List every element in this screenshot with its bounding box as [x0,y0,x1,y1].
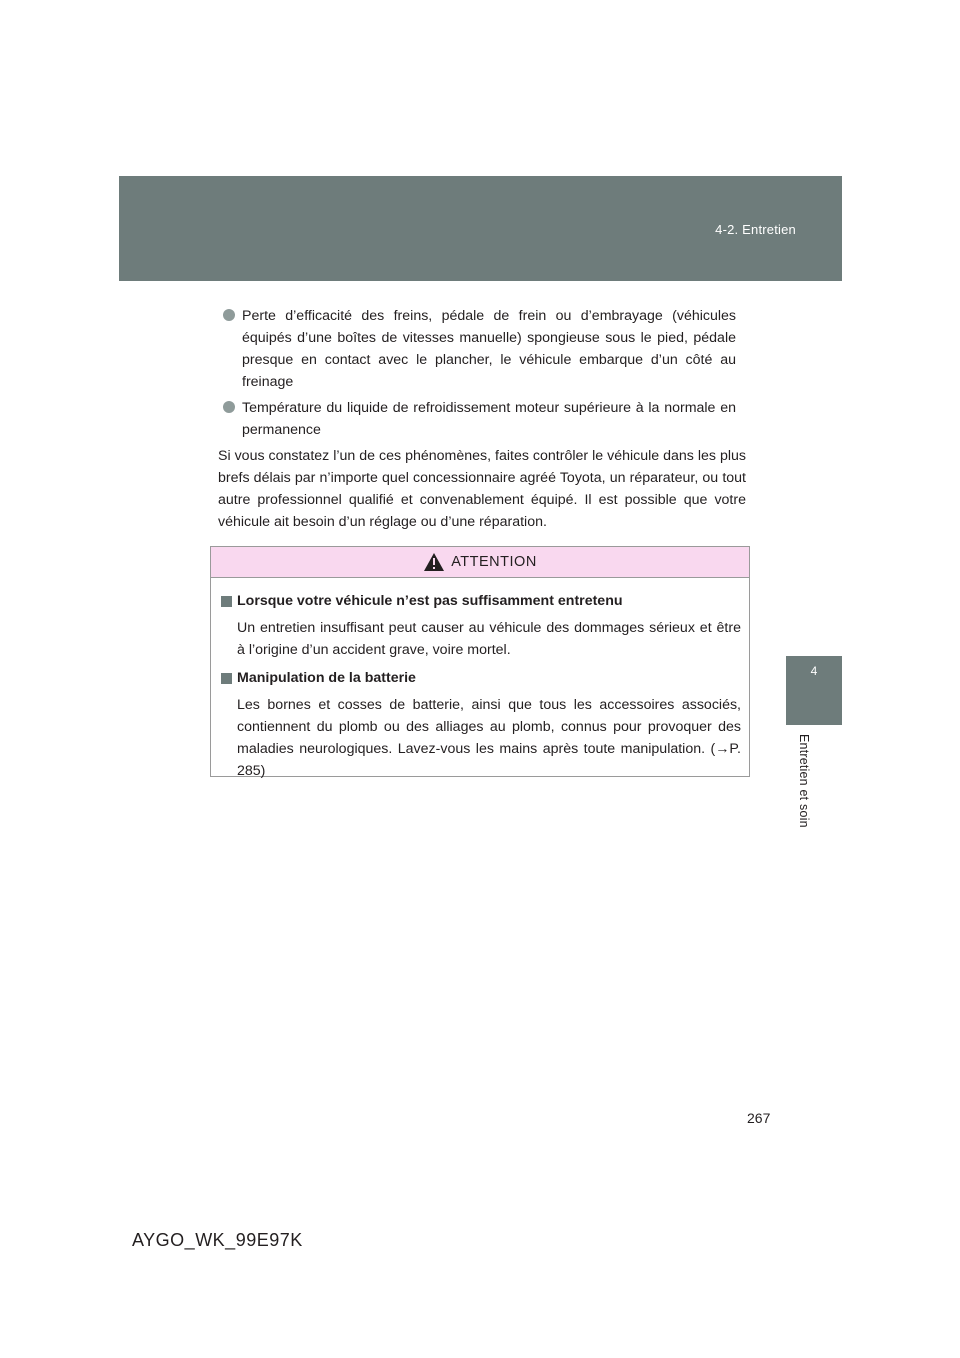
attention-heading-text: Manipulation de la batterie [237,670,416,686]
header-band [119,176,842,281]
bullet-dot-icon [223,309,235,321]
square-bullet-icon [221,596,232,607]
attention-heading [219,590,741,612]
attention-text: Un entretien insuffisant peut causer au véhicule des dommages sérieux et être à l’origine d’un accident grave, voire mortel. [237,620,741,658]
page-number: 267 [747,1110,771,1126]
attention-box [210,546,750,777]
attention-body [211,578,749,782]
attention-heading [219,667,741,689]
square-bullet-icon [221,673,232,684]
list-item [218,397,746,441]
attention-header [211,547,749,578]
attention-heading-text: Lorsque votre véhicule n’est pas suffisamment entretenu [237,593,623,609]
chapter-side-label: Entretien et soin [797,734,811,828]
body-paragraph: Si vous constatez l’un de ces phénomènes, faites contrôler le véhicule dans les plus brefs délais par n’importe quel concessionnaire agréé Toyota, un réparateur, ou tout autre professionnel qualifié et convenablement équipé. Il est possible que votre véhicule ait besoin d’un réglage ou d’une réparation. [218,448,746,530]
bullet-dot-icon [223,401,235,413]
document-code: AYGO_WK_99E97K [132,1230,303,1250]
attention-text: Les bornes et cosses de batterie, ainsi que tous les accessoires associés, contiennent du plomb ou des alliages au plomb, connus pour provoquer des maladies neurologiques. Lavez-vous les mains après toute manipulation. (→P. 285) [237,697,741,779]
chapter-tab [786,656,842,725]
list-item-text: Température du liquide de refroidissement moteur supérieure à la normale en permanence [242,400,736,438]
list-item [218,305,746,393]
chapter-number: 4 [810,664,818,678]
warning-triangle-icon [423,552,445,572]
main-content [218,305,746,533]
attention-title: ATTENTION [451,554,537,570]
list-item-text: Perte d’efficacité des freins, pédale de frein ou d’embrayage (véhicules équipés d’une boîtes de vitesses manuelle) spongieuse sous le pied, pédale presque en contact avec le plancher, le véhicule embarque d’un côté au freinage [242,308,736,390]
section-title: 4-2. Entretien [715,222,796,237]
